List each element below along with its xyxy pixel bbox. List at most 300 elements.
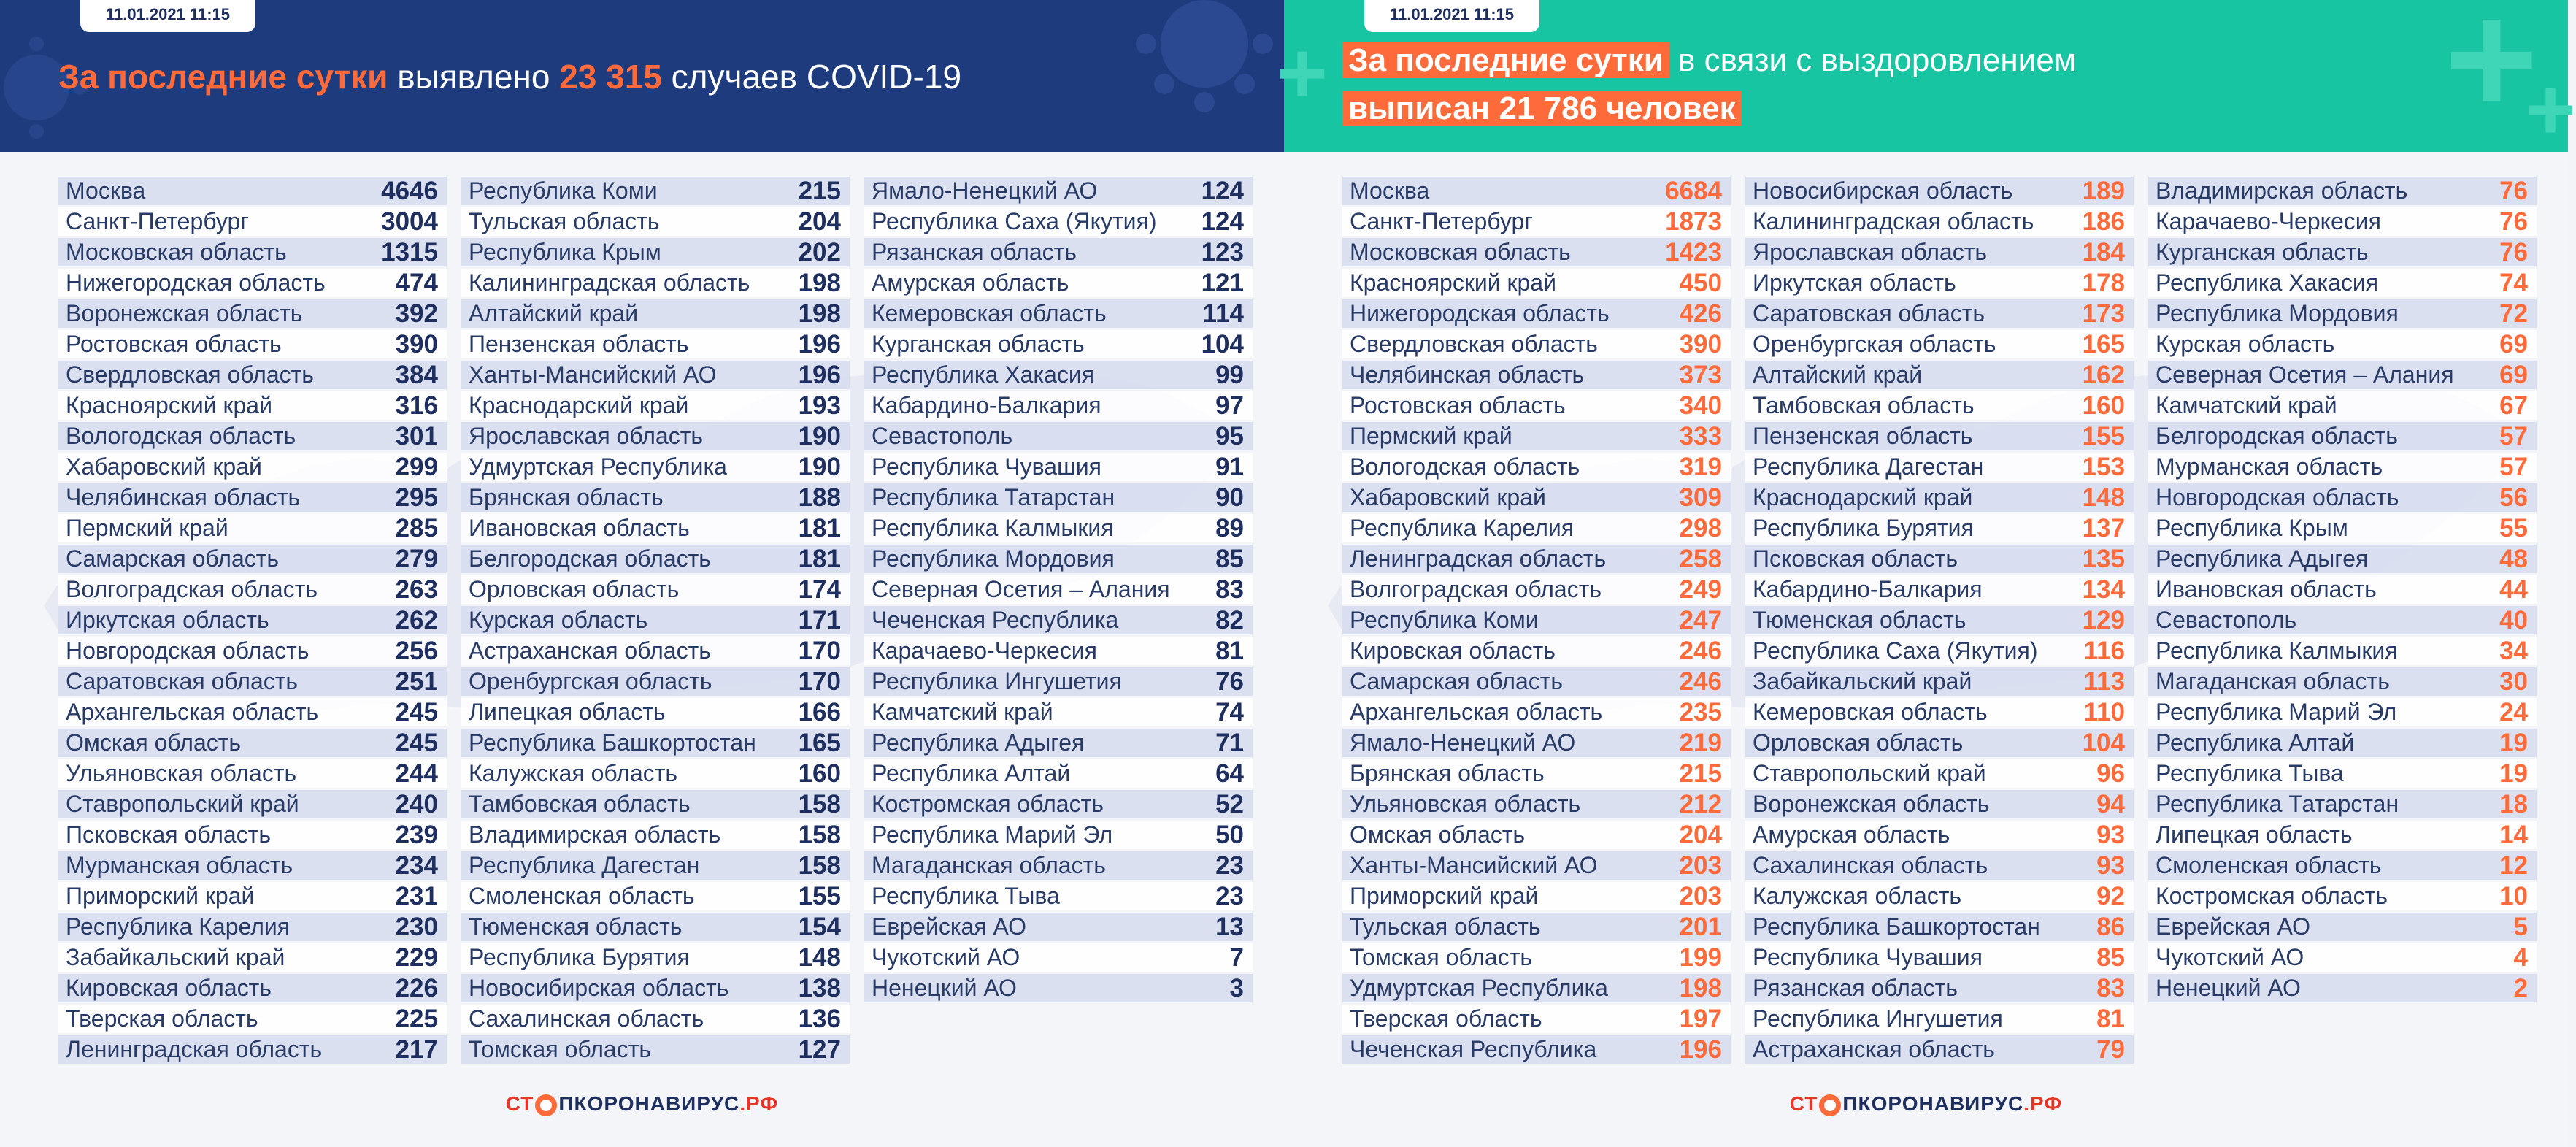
region-name: Волгоградская область: [1350, 576, 1602, 602]
region-value: 71: [1215, 728, 1244, 757]
region-value: 203: [1679, 881, 1722, 910]
region-name: Удмуртская Республика: [469, 453, 727, 480]
region-name: Псковская область: [1753, 545, 1958, 572]
region-value: 333: [1679, 421, 1722, 450]
table-row: [1745, 269, 2134, 299]
region-value: 34: [2499, 636, 2528, 665]
region-value: 14: [2499, 820, 2528, 849]
recovered-column-1: [1342, 177, 1731, 1066]
region-name: Республика Карелия: [66, 913, 291, 940]
table-row: [58, 913, 447, 943]
region-name: Амурская область: [1753, 821, 1950, 848]
table-row: [1745, 729, 2134, 759]
region-value: 199: [1679, 943, 1722, 972]
table-row: [864, 238, 1253, 269]
table-row: [2148, 207, 2537, 238]
region-value: 113: [2083, 667, 2125, 696]
region-value: 171: [798, 605, 841, 634]
table-row: [58, 514, 447, 545]
region-name: Курганская область: [872, 331, 1085, 357]
region-name: Иркутская область: [66, 607, 269, 633]
region-name: Ярославская область: [1753, 239, 1988, 265]
region-name: Калининградская область: [469, 269, 750, 296]
region-value: 155: [2082, 421, 2125, 450]
region-value: 390: [395, 329, 438, 358]
region-name: Республика Крым: [469, 239, 661, 265]
infected-table: [0, 177, 1284, 1082]
region-name: Еврейская АО: [2156, 913, 2311, 940]
table-row: [58, 667, 447, 698]
region-value: 57: [2499, 421, 2528, 450]
region-name: Еврейская АО: [872, 913, 1027, 940]
table-row: [58, 729, 447, 759]
region-value: 57: [2499, 452, 2528, 481]
table-row: [461, 391, 850, 422]
table-row: [461, 575, 850, 606]
table-row: [58, 575, 447, 606]
infected-headline: [58, 57, 961, 96]
table-row: [2148, 637, 2537, 667]
table-row: [864, 330, 1253, 361]
table-row: [58, 330, 447, 361]
region-name: Тюменская область: [1753, 607, 1966, 633]
region-value: 10: [2499, 881, 2528, 910]
table-row: [58, 821, 447, 851]
region-name: Мурманская область: [66, 852, 293, 878]
table-row: [1745, 361, 2134, 391]
region-value: 170: [798, 636, 841, 665]
region-name: Нижегородская область: [1350, 300, 1610, 326]
region-name: Республика Коми: [1350, 607, 1539, 633]
table-row: [1342, 483, 1731, 514]
region-name: Чукотский АО: [2156, 944, 2304, 970]
region-name: Республика Чувашия: [1753, 944, 1983, 970]
region-value: 240: [395, 789, 438, 818]
region-name: Рязанская область: [1753, 975, 1958, 1001]
table-row: [1342, 637, 1731, 667]
plus-icon: +: [2525, 61, 2576, 158]
table-row: [1342, 361, 1731, 391]
region-name: Хабаровский край: [1350, 484, 1546, 510]
region-name: Республика Башкортостан: [469, 729, 756, 756]
region-name: Свердловская область: [1350, 331, 1598, 357]
table-row: [2148, 882, 2537, 913]
region-name: Воронежская область: [66, 300, 303, 326]
region-name: Тульская область: [1350, 913, 1541, 940]
table-row: [1342, 1005, 1731, 1035]
table-row: [2148, 729, 2537, 759]
region-value: 340: [1679, 391, 1722, 420]
region-name: Самарская область: [1350, 668, 1564, 694]
table-row: [461, 514, 850, 545]
headline-tail: случаев COVID-19: [671, 58, 962, 96]
region-value: 474: [395, 268, 438, 297]
table-row: [461, 269, 850, 299]
table-row: [2148, 943, 2537, 974]
region-name: Воронежская область: [1753, 791, 1990, 817]
table-row: [1342, 974, 1731, 1005]
region-name: Республика Крым: [2156, 515, 2348, 541]
region-name: Республика Алтай: [872, 760, 1071, 786]
table-row: [1342, 514, 1731, 545]
table-row: [1745, 637, 2134, 667]
region-value: 89: [1215, 513, 1244, 542]
region-value: 64: [1215, 759, 1244, 788]
region-value: 69: [2499, 360, 2528, 389]
region-value: 1315: [381, 237, 438, 266]
region-value: 23: [1215, 851, 1244, 880]
region-value: 83: [1215, 575, 1244, 604]
region-value: 165: [798, 728, 841, 757]
region-name: Новгородская область: [2156, 484, 2399, 510]
region-name: Амурская область: [872, 269, 1069, 296]
region-name: Республика Саха (Якутия): [872, 208, 1157, 234]
table-row: [864, 422, 1253, 453]
region-name: Республика Тыва: [2156, 760, 2344, 786]
table-row: [2148, 606, 2537, 637]
table-row: [1745, 575, 2134, 606]
region-value: 392: [395, 299, 438, 328]
region-value: 5: [2513, 912, 2528, 941]
region-name: Удмуртская Республика: [1350, 975, 1608, 1001]
infected-column-1: [58, 177, 447, 1066]
region-value: 137: [2082, 513, 2125, 542]
table-row: [1342, 207, 1731, 238]
table-row: [461, 913, 850, 943]
region-name: Приморский край: [1350, 883, 1539, 909]
logo-start: СТ: [505, 1092, 534, 1115]
region-name: Орловская область: [469, 576, 680, 602]
region-value: 279: [395, 544, 438, 573]
region-name: Республика Марий Эл: [2156, 699, 2397, 725]
region-value: 3: [1229, 973, 1244, 1002]
plus-icon: +: [2445, 0, 2539, 148]
table-row: [1342, 177, 1731, 207]
table-row: [1745, 759, 2134, 790]
region-value: 215: [1679, 759, 1722, 788]
region-name: Красноярский край: [1350, 269, 1556, 296]
region-value: 262: [395, 605, 438, 634]
table-row: [864, 759, 1253, 790]
table-row: [461, 1005, 850, 1035]
region-value: 173: [2082, 299, 2125, 328]
region-value: 74: [2499, 268, 2528, 297]
table-row: [864, 943, 1253, 974]
table-row: [58, 943, 447, 974]
region-name: Новгородская область: [66, 637, 309, 664]
headline-line2: выписан: [1348, 91, 1491, 126]
region-value: 229: [395, 943, 438, 972]
region-name: Костромская область: [2156, 883, 2388, 909]
region-name: Республика Тыва: [872, 883, 1060, 909]
headline-line2-tail: человек: [1606, 91, 1736, 126]
region-name: Самарская область: [66, 545, 280, 572]
region-name: Калужская область: [469, 760, 678, 786]
region-name: Республика Марий Эл: [872, 821, 1113, 848]
region-name: Сахалинская область: [469, 1005, 704, 1032]
region-value: 99: [1215, 360, 1244, 389]
table-row: [58, 698, 447, 729]
table-row: [864, 391, 1253, 422]
table-row: [1745, 299, 2134, 330]
region-value: 79: [2096, 1035, 2125, 1064]
region-name: Камчатский край: [2156, 392, 2337, 418]
region-name: Ивановская область: [469, 515, 690, 541]
region-value: 52: [1215, 789, 1244, 818]
table-row: [2148, 422, 2537, 453]
region-value: 384: [395, 360, 438, 389]
region-name: Северная Осетия – Алания: [872, 576, 1170, 602]
region-name: Московская область: [66, 239, 287, 265]
table-row: [58, 269, 447, 299]
region-value: 110: [2083, 697, 2125, 726]
region-value: 81: [2096, 1004, 2125, 1033]
logo-circle-icon: [535, 1094, 557, 1116]
region-value: 450: [1679, 268, 1722, 297]
region-name: Тверская область: [1350, 1005, 1542, 1032]
table-row: [1745, 177, 2134, 207]
table-row: [1342, 269, 1731, 299]
table-row: [1342, 391, 1731, 422]
table-row: [864, 637, 1253, 667]
region-value: 93: [2096, 851, 2125, 880]
region-value: 181: [798, 513, 841, 542]
region-value: 251: [395, 667, 438, 696]
table-row: [2148, 545, 2537, 575]
region-name: Ярославская область: [469, 423, 704, 449]
region-name: Астраханская область: [1753, 1036, 1995, 1062]
region-value: 1423: [1665, 237, 1722, 266]
table-row: [1342, 851, 1731, 882]
region-name: Владимирская область: [2156, 177, 2408, 204]
region-value: 316: [395, 391, 438, 420]
region-value: 55: [2499, 513, 2528, 542]
region-value: 193: [798, 391, 841, 420]
region-value: 92: [2096, 881, 2125, 910]
region-name: Ненецкий АО: [2156, 975, 2301, 1001]
infected-header: [0, 0, 1284, 152]
region-value: 69: [2499, 329, 2528, 358]
logo-rest: ПКОРОНАВИРУС: [1842, 1092, 2024, 1115]
region-name: Севастополь: [872, 423, 1013, 449]
table-row: [58, 453, 447, 483]
table-row: [58, 790, 447, 821]
table-row: [2148, 698, 2537, 729]
table-row: [2148, 453, 2537, 483]
table-row: [461, 238, 850, 269]
region-value: 116: [2083, 636, 2125, 665]
table-row: [2148, 391, 2537, 422]
region-value: 263: [395, 575, 438, 604]
table-row: [864, 913, 1253, 943]
table-row: [58, 422, 447, 453]
table-row: [58, 483, 447, 514]
table-row: [1342, 943, 1731, 974]
region-value: 148: [798, 943, 841, 972]
region-value: 295: [395, 483, 438, 512]
region-value: 196: [1679, 1035, 1722, 1064]
region-name: Тамбовская область: [469, 791, 691, 817]
region-value: 94: [2096, 789, 2125, 818]
region-value: 166: [798, 697, 841, 726]
region-name: Московская область: [1350, 239, 1571, 265]
region-name: Республика Бурятия: [469, 944, 690, 970]
region-value: 165: [2082, 329, 2125, 358]
region-name: Томская область: [469, 1036, 652, 1062]
region-value: 123: [1201, 237, 1244, 266]
table-row: [461, 790, 850, 821]
table-row: [1745, 913, 2134, 943]
region-name: Смоленская область: [2156, 852, 2382, 878]
region-value: 162: [2082, 360, 2125, 389]
region-value: 18: [2499, 789, 2528, 818]
region-value: 12: [2499, 851, 2528, 880]
table-row: [461, 882, 850, 913]
region-name: Карачаево-Черкесия: [872, 637, 1097, 664]
table-row: [1342, 790, 1731, 821]
table-row: [864, 269, 1253, 299]
table-row: [461, 698, 850, 729]
region-name: Красноярский край: [66, 392, 272, 418]
region-name: Республика Калмыкия: [2156, 637, 2398, 664]
region-value: 285: [395, 513, 438, 542]
table-row: [461, 361, 850, 391]
region-value: 225: [395, 1004, 438, 1033]
region-name: Свердловская область: [66, 361, 314, 388]
table-row: [58, 1035, 447, 1066]
region-name: Курганская область: [2156, 239, 2369, 265]
region-name: Республика Башкортостан: [1753, 913, 2040, 940]
table-row: [58, 361, 447, 391]
table-row: [1342, 759, 1731, 790]
table-row: [864, 667, 1253, 698]
region-value: 204: [1679, 820, 1722, 849]
table-row: [461, 299, 850, 330]
recovered-column-2: [1745, 177, 2134, 1066]
table-row: [1745, 698, 2134, 729]
region-value: 81: [1215, 636, 1244, 665]
table-row: [2148, 483, 2537, 514]
region-name: Саратовская область: [1753, 300, 1985, 326]
table-row: [1745, 851, 2134, 882]
table-row: [2148, 361, 2537, 391]
table-row: [1745, 422, 2134, 453]
region-value: 74: [1215, 697, 1244, 726]
region-name: Ивановская область: [2156, 576, 2377, 602]
region-value: 204: [798, 207, 841, 236]
region-value: 97: [1215, 391, 1244, 420]
region-value: 188: [798, 483, 841, 512]
region-value: 190: [798, 421, 841, 450]
region-value: 104: [1201, 329, 1244, 358]
table-row: [864, 729, 1253, 759]
table-row: [2148, 821, 2537, 851]
table-row: [1342, 606, 1731, 637]
region-name: Пермский край: [66, 515, 228, 541]
logo-domain: .РФ: [2023, 1092, 2063, 1115]
region-value: 124: [1201, 176, 1244, 205]
region-name: Брянская область: [1350, 760, 1545, 786]
region-name: Пензенская область: [1753, 423, 1973, 449]
table-row: [1342, 667, 1731, 698]
region-value: 196: [798, 360, 841, 389]
region-value: 135: [2082, 544, 2125, 573]
region-value: 127: [798, 1035, 841, 1064]
table-row: [58, 606, 447, 637]
region-value: 390: [1679, 329, 1722, 358]
table-row: [864, 974, 1253, 1005]
region-value: 1873: [1665, 207, 1722, 236]
region-value: 245: [395, 697, 438, 726]
table-row: [864, 207, 1253, 238]
stopcoronavirus-logo: [0, 1092, 1284, 1116]
region-name: Ставропольский край: [1753, 760, 1986, 786]
region-name: Севастополь: [2156, 607, 2297, 633]
region-name: Москва: [1350, 177, 1430, 204]
region-value: 138: [798, 973, 841, 1002]
region-name: Кабардино-Балкария: [1753, 576, 1983, 602]
table-row: [1745, 1035, 2134, 1066]
table-row: [461, 759, 850, 790]
recovered-headline-line2: [1342, 91, 1742, 127]
region-value: 96: [2096, 759, 2125, 788]
region-name: Брянская область: [469, 484, 664, 510]
table-row: [461, 729, 850, 759]
region-name: Алтайский край: [469, 300, 639, 326]
region-name: Архангельская область: [66, 699, 319, 725]
region-value: 7: [1229, 943, 1244, 972]
region-value: 40: [2499, 605, 2528, 634]
headline-number: 21 786: [1499, 91, 1598, 126]
infected-panel: [0, 0, 1284, 1147]
region-name: Чеченская Республика: [1350, 1036, 1597, 1062]
table-row: [1745, 514, 2134, 545]
logo-rest: ПКОРОНАВИРУС: [558, 1092, 740, 1115]
table-row: [2148, 177, 2537, 207]
region-name: Калужская область: [1753, 883, 1962, 909]
table-row: [864, 545, 1253, 575]
recovered-panel: [1277, 0, 2576, 1147]
recovered-headline-line1: [1342, 42, 2076, 79]
region-name: Республика Мордовия: [2156, 300, 2399, 326]
region-value: 13: [1215, 912, 1244, 941]
region-value: 124: [1201, 207, 1244, 236]
region-value: 219: [1679, 728, 1722, 757]
region-name: Краснодарский край: [469, 392, 689, 418]
table-row: [864, 606, 1253, 637]
region-value: 82: [1215, 605, 1244, 634]
table-row: [864, 177, 1253, 207]
recovered-column-3: [2148, 177, 2537, 1005]
headline-middle: выявлено: [397, 58, 550, 96]
table-row: [58, 177, 447, 207]
table-row: [1745, 606, 2134, 637]
region-name: Сахалинская область: [1753, 852, 1988, 878]
virus-icon: [1095, 0, 1285, 131]
region-name: Республика Калмыкия: [872, 515, 1114, 541]
date-label: 11.01.2021 11:15: [1364, 0, 1539, 32]
region-value: 72: [2499, 299, 2528, 328]
table-row: [58, 974, 447, 1005]
table-row: [58, 391, 447, 422]
table-row: [58, 851, 447, 882]
region-name: Ханты-Мансийский АО: [469, 361, 717, 388]
region-value: 258: [1679, 544, 1722, 573]
region-name: Москва: [66, 177, 146, 204]
region-value: 148: [2082, 483, 2125, 512]
region-value: 67: [2499, 391, 2528, 420]
region-name: Ленинградская область: [1350, 545, 1607, 572]
